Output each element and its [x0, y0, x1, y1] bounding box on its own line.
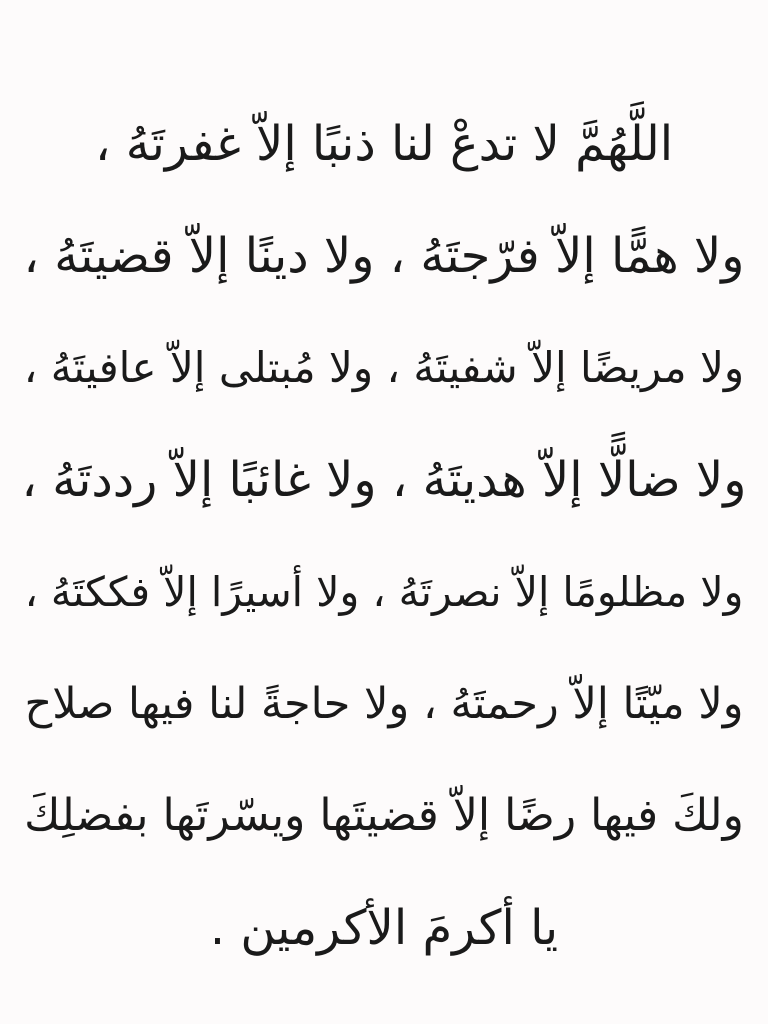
- prayer-line-4: ولا ضالًّا إلاّ هديتَهُ ، ولا غائبًا إلاّ رددتَهُ ،: [21, 452, 747, 508]
- prayer-line-5: ولا مظلومًا إلاّ نصرتَهُ ، ولا أسيرًا إلاّ فككتَهُ ،: [24, 567, 744, 616]
- prayer-line-8: يا أكرمَ الأكرمين .: [209, 900, 559, 956]
- prayer-line-7: ولكَ فيها رضًا إلاّ قضيتَها ويسّرتَها بفضلِكَ: [24, 790, 744, 841]
- prayer-text: [20, 88, 748, 984]
- prayer-line-2: ولا همًّا إلاّ فرّجتَهُ ، ولا دينًا إلاّ قضيتَهُ ،: [23, 228, 745, 284]
- prayer-line-1: اللَّهُمَّ لا تدعْ لنا ذنبًا إلاّ غفرتَهُ ،: [94, 116, 674, 172]
- prayer-line-6: ولا ميّتًا إلاّ رحمتَهُ ، ولا حاجةً لنا فيها صلاح: [24, 678, 744, 729]
- prayer-line-3: ولا مريضًا إلاّ شفيتَهُ ، ولا مُبتلى إلاّ عافيتَهُ ،: [23, 343, 745, 392]
